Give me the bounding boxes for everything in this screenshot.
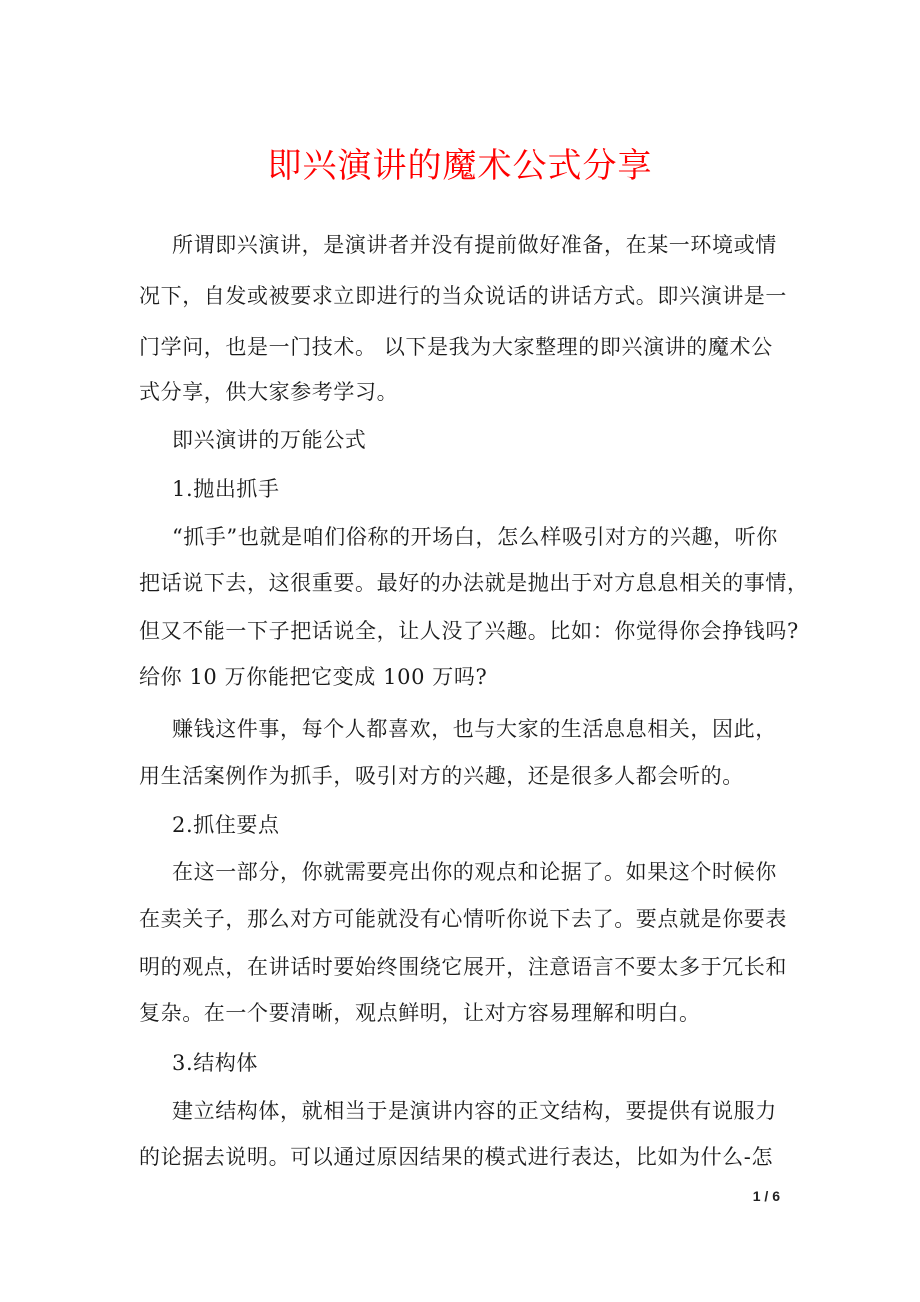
paragraph-line: 门学问，也是一门技术。 以下是我为大家整理的即兴演讲的魔术公 (139, 335, 773, 359)
paragraph-line: 在卖关子，那么对方可能就没有心情听你说下去了。要点就是你要表 (139, 907, 787, 931)
paragraph-line: 式分享，供大家参考学习。 (139, 380, 399, 404)
paragraph-line: 在这一部分，你就需要亮出你的观点和论据了。如果这个时候你 (172, 860, 777, 884)
subsection-heading: 3.结构体 (172, 1051, 259, 1075)
subsection-heading: 2.抓住要点 (172, 813, 280, 837)
page-indicator: 1 / 6 (752, 1188, 780, 1204)
paragraph-line: “抓手”也就是咱们俗称的开场白，怎么样吸引对方的兴趣，听你 (172, 525, 778, 549)
paragraph-line: 用生活案例作为抓手，吸引对方的兴趣，还是很多人都会听的。 (139, 764, 744, 788)
paragraph-line: 赚钱这件事，每个人都喜欢，也与大家的生活息息相关，因此， (172, 717, 777, 741)
paragraph-line: 给你 10 万你能把它变成 100 万吗? (139, 665, 488, 689)
subsection-heading: 1.抛出抓手 (172, 477, 280, 501)
paragraph-line: 的论据去说明。可以通过原因结果的模式进行表达，比如为什么-怎 (139, 1145, 774, 1169)
paragraph-line: 明的观点，在讲话时要始终围绕它展开，注意语言不要太多于冗长和 (139, 955, 787, 979)
paragraph-line: 所谓即兴演讲，是演讲者并没有提前做好准备，在某一环境或情 (172, 233, 777, 257)
paragraph-line: 把话说下去，这很重要。最好的办法就是抛出于对方息息相关的事情， (139, 571, 809, 595)
document-title: 即兴演讲的魔术公式分享 (267, 146, 653, 186)
paragraph-line: 况下，自发或被要求立即进行的当众说话的讲话方式。即兴演讲是一 (139, 284, 787, 308)
paragraph-line: 复杂。在一个要清晰，观点鲜明，让对方容易理解和明白。 (139, 1001, 701, 1025)
paragraph-line: 但又不能一下子把话说全，让人没了兴趣。比如：你觉得你会挣钱吗? (139, 619, 799, 643)
paragraph-line: 建立结构体，就相当于是演讲内容的正文结构，要提供有说服力 (172, 1099, 777, 1123)
section-heading: 即兴演讲的万能公式 (172, 428, 367, 452)
